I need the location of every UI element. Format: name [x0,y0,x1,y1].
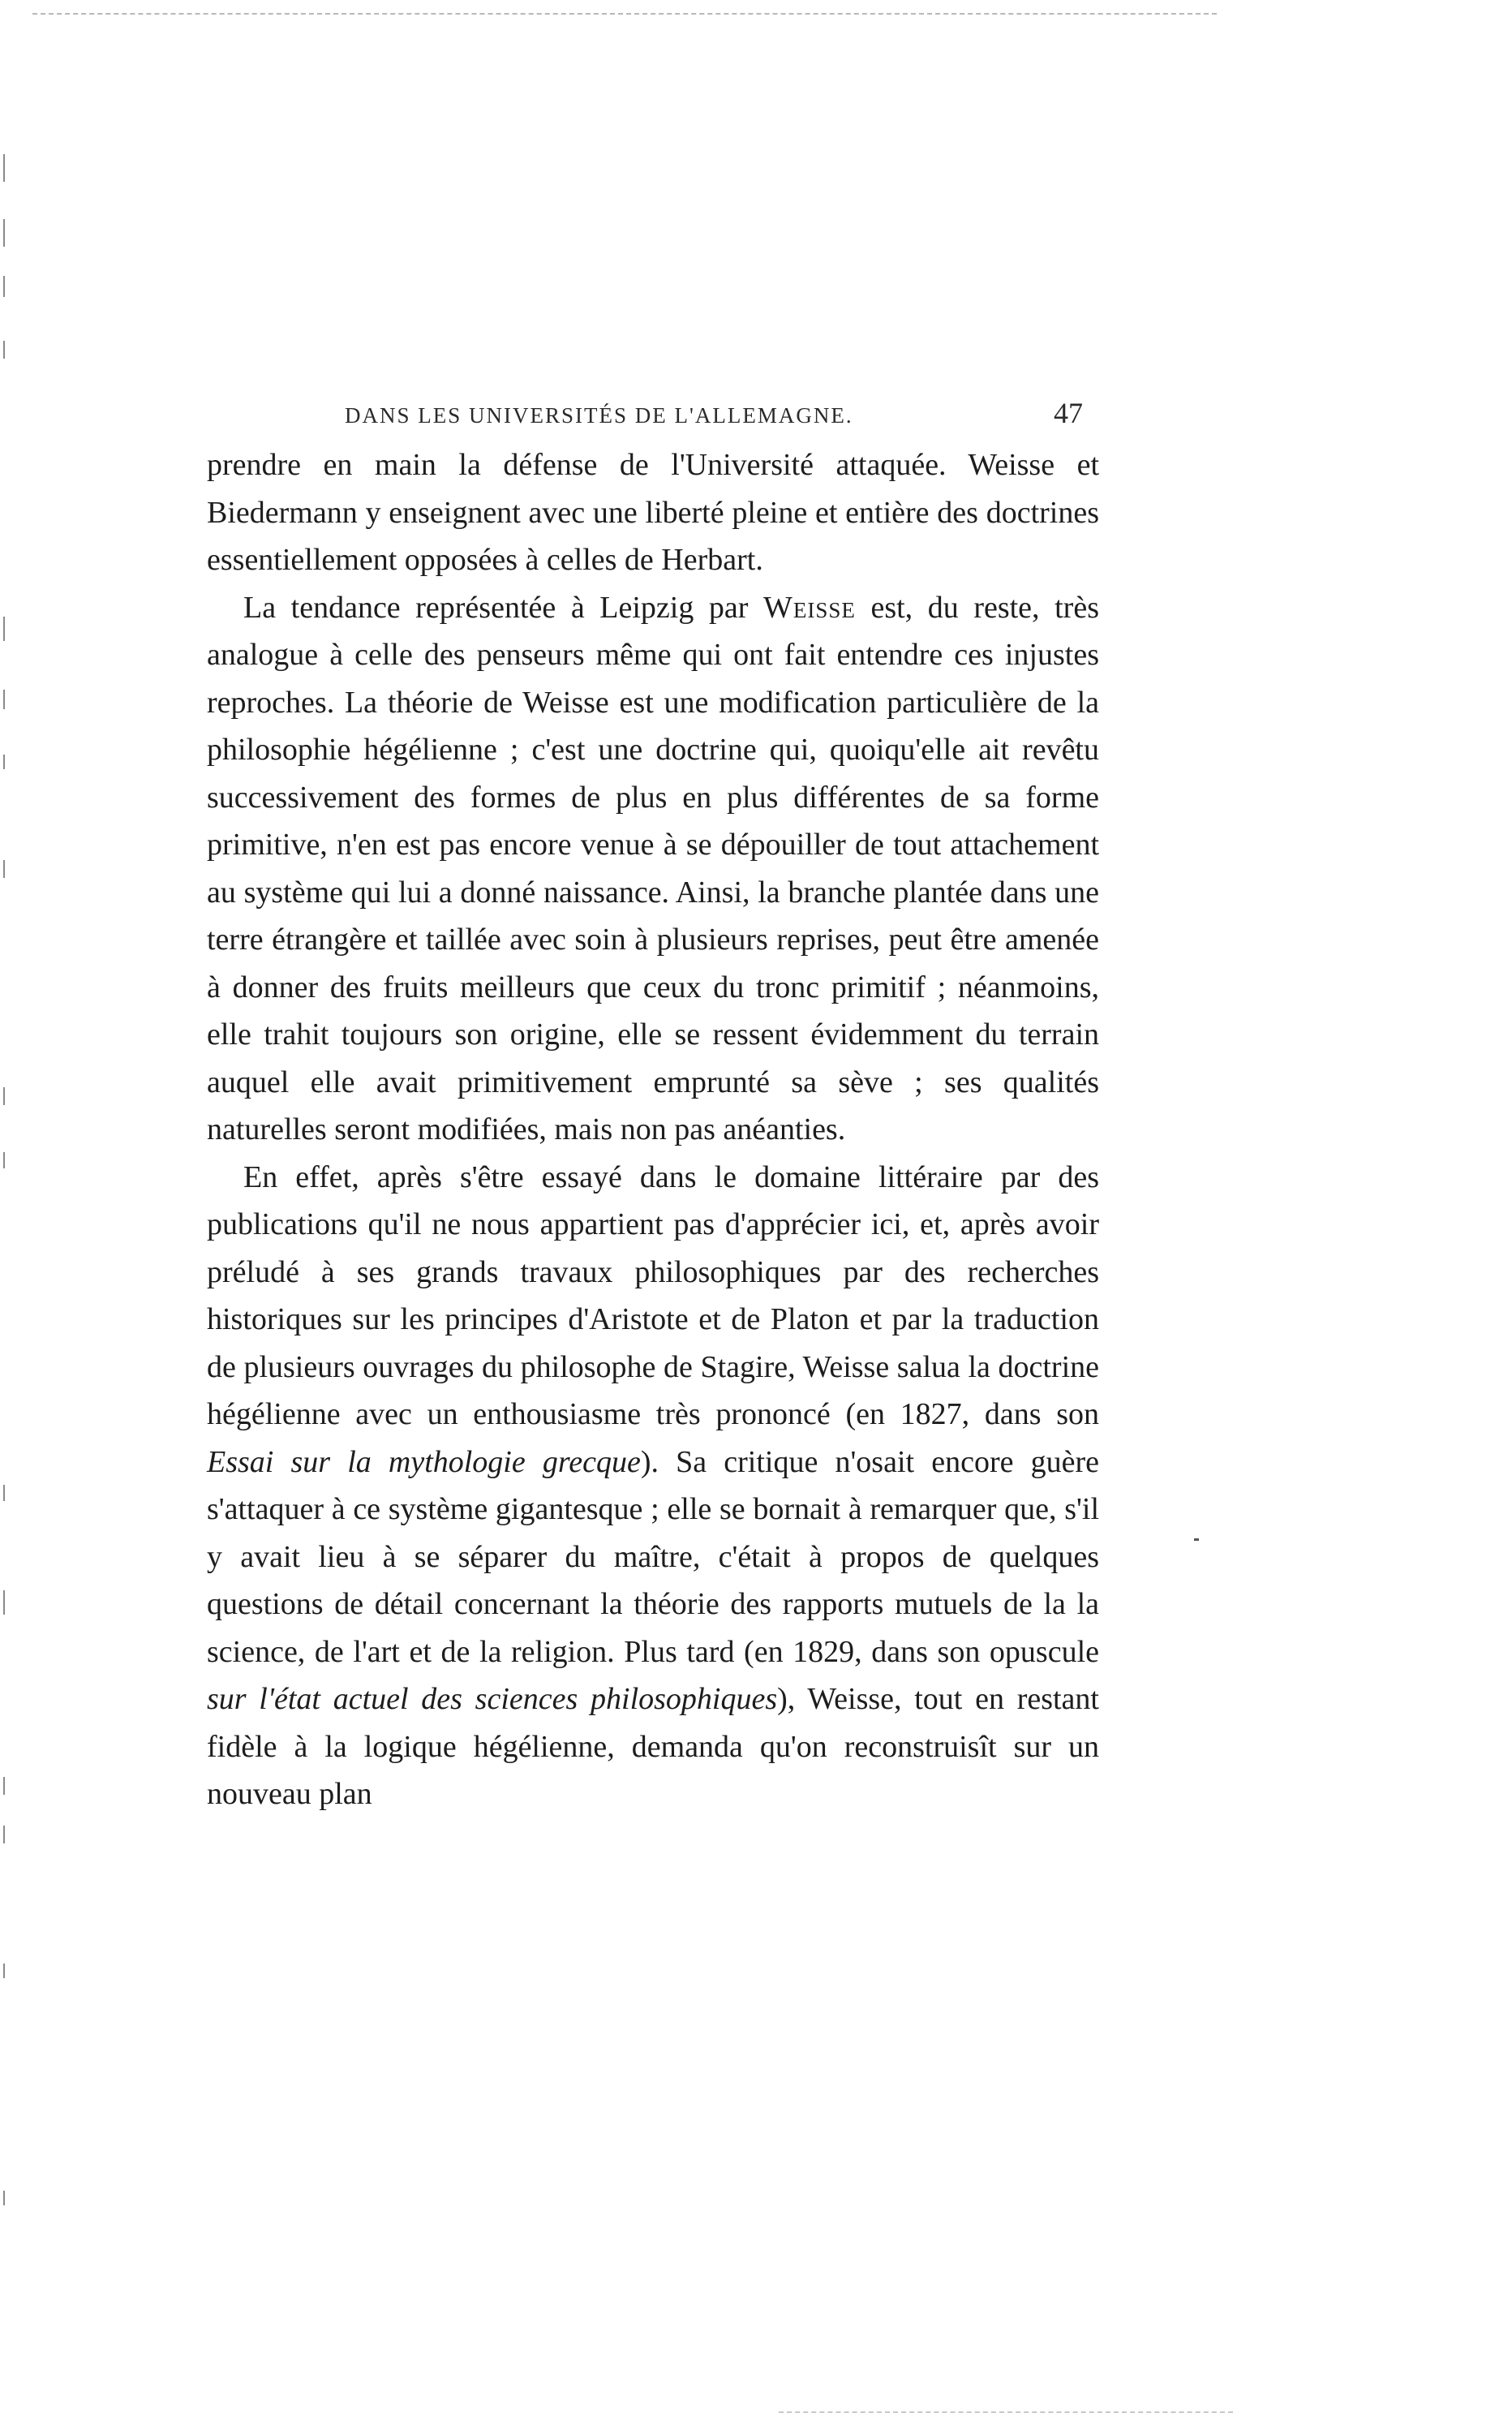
margin-mark [3,1826,5,1843]
scan-bottom-edge-rule [779,2411,1233,2413]
margin-mark [3,860,5,878]
italic-title: Essai sur la mythologie grecque [207,1444,641,1479]
book-page [207,396,1099,1818]
margin-mark [3,2191,5,2205]
paragraph-text: ), Weisse, tout en restant fidèle à la logique hégélienne, demanda qu'on reconstruisît sur un nouveau plan [207,1682,1099,1811]
margin-mark [3,341,5,359]
paragraph-2 [207,584,1099,1154]
margin-mark [3,276,5,297]
margin-mark [3,1087,5,1105]
small-caps-name: Weisse [763,590,856,625]
body-text [207,441,1099,1818]
paragraph-1 [207,441,1099,584]
margin-mark [3,154,5,182]
margin-mark [3,1964,5,1978]
left-margin-scan-marks [0,0,32,2426]
paragraph-text: est, du reste, très analogue à celle des penseurs même qui ont fait entendre ces injustes reproches. La théorie de Weisse est une modification particulière de la philosophie hégélienne ; c'est une doctrine qui, quoiqu'elle ait revêtu successivement des formes de plus en plus différentes de sa forme primitive, n'en est pas encore venue à se dépouiller de tout attachement au système qui lui a donné naissance. Ainsi, la branche plantée dans une terre étrangère et taillée avec soin à plusieurs reprises, peut être amenée à donner des fruits meilleurs que ceux du tronc primitif ; néanmoins, elle trahit toujours son origine, elle se ressent évidemment du terrain auquel elle avait primitivement emprunté sa sève ; ses qualités naturelles seront modifiées, mais non pas anéanties. [207,590,1099,1146]
margin-mark [3,1485,5,1501]
margin-mark [3,219,5,247]
running-head [207,396,1099,441]
margin-mark [3,1152,5,1168]
paragraph-3 [207,1154,1099,1818]
paragraph-text: ). Sa critique n'osait encore guère s'attaquer à ce système gigantesque ; elle se bornait à remarquer que, s'il y avait lieu à se séparer du maître, c'était à propos de quelques questions de détail concernant la théorie des rapports mutuels de la la science, de l'art et de la religion. Plus tard (en 1829, dans son opuscule [207,1444,1099,1669]
italic-title: sur l'état actuel des sciences philosophiques [207,1682,778,1716]
scan-top-edge-rule [32,13,1217,15]
paragraph-text: En effet, après s'être essayé dans le domaine littéraire par des publications qu'il ne nous appartient pas d'apprécier ici, et, après avoir préludé à ses grands travaux philosophiques par des recherches historiques sur les principes d'Aristote et de Platon et par la traduction de plusieurs ouvrages du philosophe de Stagire, Weisse salua la doctrine hégélienne avec un enthousiasme très prononcé (en 1827, dans son [207,1159,1099,1431]
margin-mark [3,690,5,709]
margin-mark [3,1590,5,1615]
page-number: 47 [1054,397,1083,429]
margin-mark [3,617,5,641]
paragraph-text: La tendance représentée à Leipzig par [243,590,763,625]
margin-mark [3,755,5,769]
paragraph-text: prendre en main la défense de l'Université attaquée. Weisse et Biedermann y enseignent avec une liberté pleine et entière des doctrines essentiellement opposées à celles de Herbart. [207,448,1099,577]
running-head-title: DANS LES UNIVERSITÉS DE L'ALLEMAGNE. [345,403,853,428]
margin-mark [3,1777,5,1795]
stray-ink-mark [1194,1538,1199,1541]
